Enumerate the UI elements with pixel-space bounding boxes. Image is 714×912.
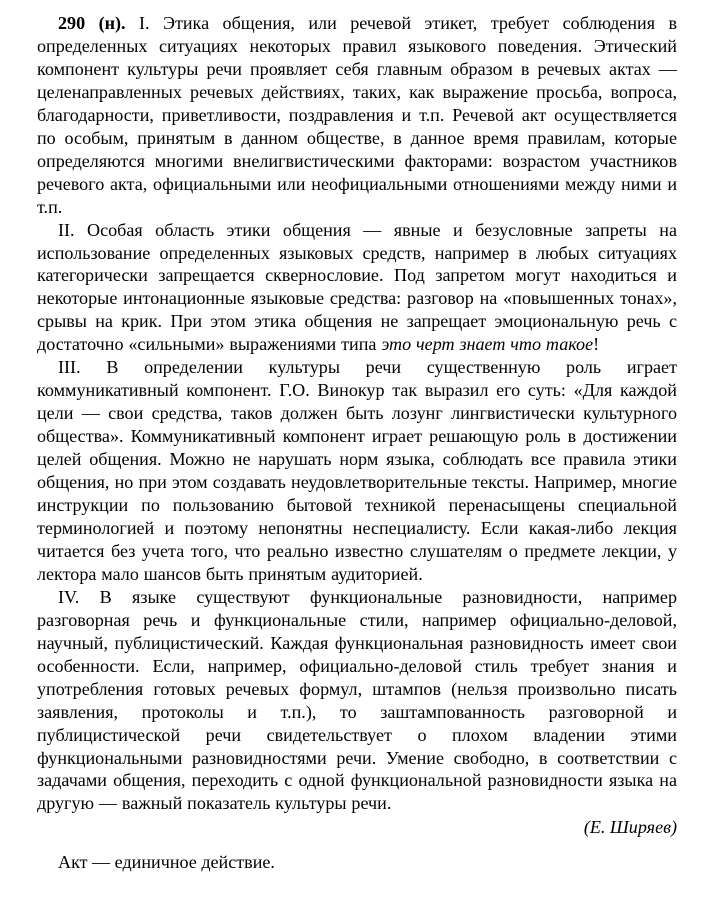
paragraph-2-text-after-italic: ! xyxy=(593,334,600,355)
paragraph-1-spacer-2 xyxy=(150,13,163,33)
paragraph-4-spacer xyxy=(79,587,99,607)
paragraph-3-spacer xyxy=(81,357,107,377)
paragraph-2-spacer xyxy=(75,220,87,240)
paragraph-2 xyxy=(37,219,677,357)
paragraph-2-text-before-italic: Особая область этики общения — явные и безусловные запреты на использование определенных языковых средств, например в любых ситуациях категорически запрещается сквернословие. Под запретом могут находиться и некоторые интонационные языковые средства: разговор на «повышенных тонах», срывы на крик. При этом этика общения не запрещает эмоциональную речь с достаточно «сильными» выражениями типа xyxy=(37,219,677,355)
paragraph-4-text: В языке существуют функциональные разновидности, например разговорная речь и функциональные стили, например официально-деловой, научный, публицистический. Каждая функциональная разновидность имеет свои особенности. Если, например, официально-деловой стиль требует знания и употребления готовых речевых формул, штампов (нельзя произвольно писать заявления, протоколы и т.п.), то заштампованность разговорной и публицистической речи свидетельствует о плохом владении этими функциональными разновидностями речи. Умение свободно, в соответствии с задачами общения, переходить с одной функциональной разновидности языка на другую — важный показатель культуры речи. xyxy=(37,586,677,814)
paragraph-3 xyxy=(37,356,677,586)
paragraph-1-marker: I. xyxy=(139,13,150,33)
paragraph-2-marker: II. xyxy=(58,219,75,240)
footnote-definition: Акт — единичное действие. xyxy=(58,852,275,873)
paragraph-3-marker: III. xyxy=(58,357,81,378)
attribution: (Е. Ширяев) xyxy=(583,817,677,838)
paragraph-3-text: В определении культуры речи существенную роль играет коммуникативный компонент. Г.О. Винокур так выразил его суть: «Для каждой цели — свои средства, таков должен быть лозунг лингвистически культурного общества». Коммуникативный компонент играет решающую роль в достижении целей общения. Можно не нарушать норм языка, соблюдать все правила этики общения, но при этом создавать неудовлетворительные тексты. Например, многие инструкции по пользованию бытовой техникой перенасыщены специальной терминологией и поэтому непонятны неспециалисту. Если какая-либо лекция читается без учета того, что реально известно слушателям о предмете лекции, у лектора мало шансов быть принятым аудиторией. xyxy=(37,357,677,584)
paragraph-2-italic-phrase: это черт знает что такое xyxy=(381,334,594,355)
paragraph-4 xyxy=(37,586,677,816)
paragraph-1-spacer xyxy=(126,13,139,33)
paragraph-4-marker: IV. xyxy=(58,586,80,607)
exercise-number: 290 (н). xyxy=(58,13,126,33)
paragraph-1-text: Этика общения, или речевой этикет, требует соблюдения в определенных ситуациях некоторых правил языкового поведения. Этический компонент культуры речи проявляет себя главным образом в речевых актах — целенаправленных речевых действиях, таких, как выражение просьба, вопроса, благодарности, приветливости, поздравления и т.п. Речевой акт осуществляется по особым, принятым в данном обществе, в данное время правилам, которые определяются многими внелигвистическими факторами: возрастом участников речевого акта, официальными или неофициальными отношениями между ними и т.п. xyxy=(37,13,678,217)
exercise-body xyxy=(37,12,677,815)
paragraph-1 xyxy=(37,12,677,219)
